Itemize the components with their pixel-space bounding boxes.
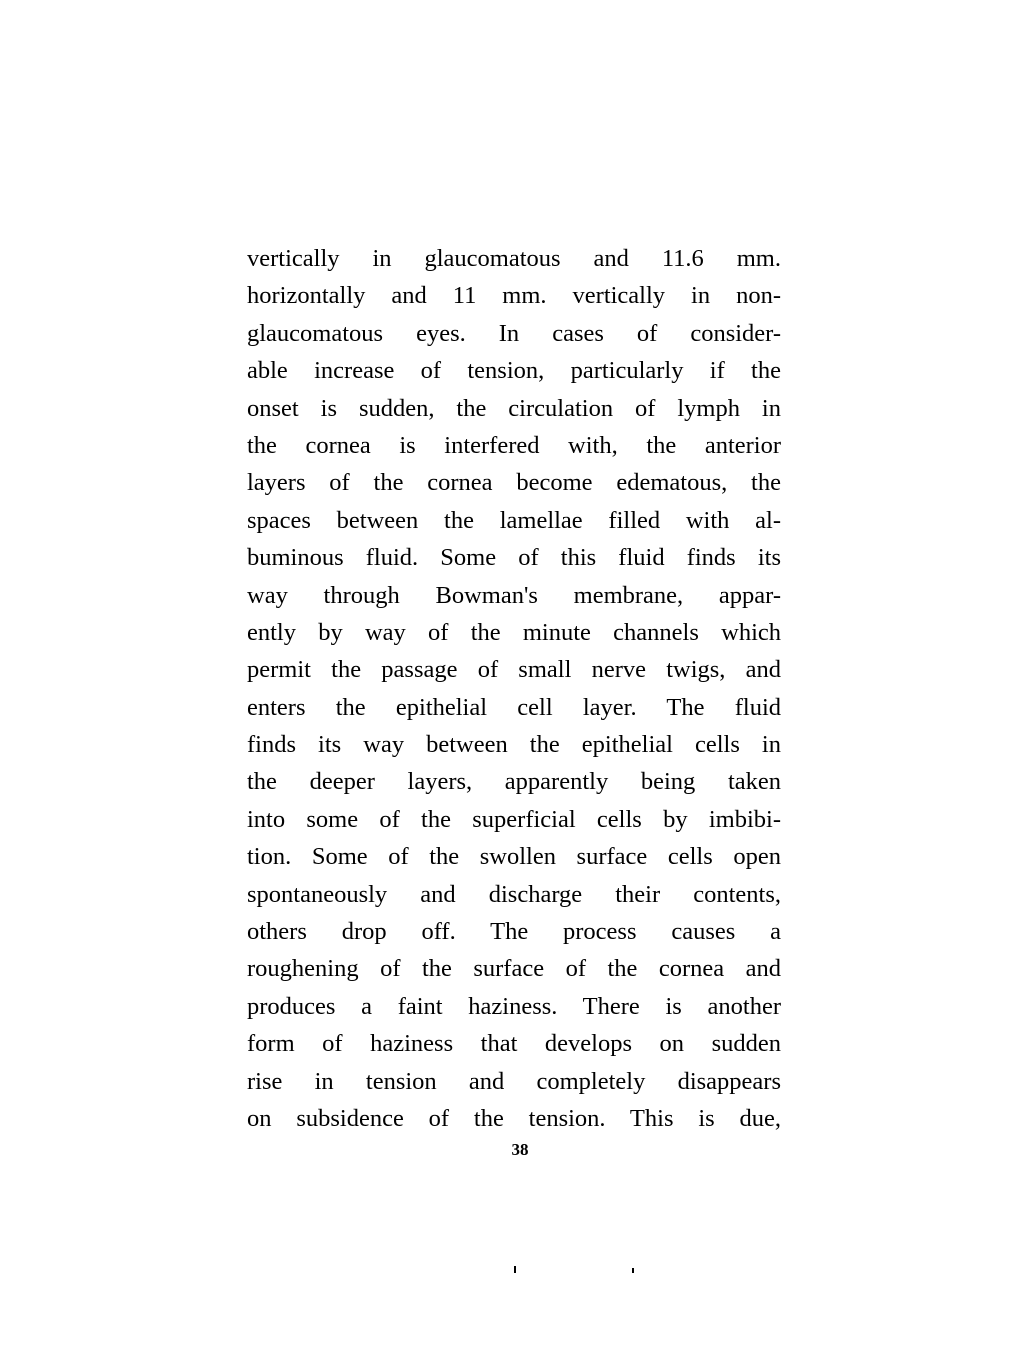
text-line: on subsidence of the tension. This is due, (247, 1104, 781, 1132)
page-number: 38 (511, 1140, 529, 1159)
text-line: layers of the cornea become edematous, the (247, 469, 781, 497)
text-line: tion. Some of the swollen surface cells open (247, 843, 781, 871)
text-line: spaces between the lamellae filled with al- (247, 506, 781, 534)
text-line: enters the epithelial cell layer. The fluid (247, 693, 781, 721)
text-line: into some of the superficial cells by imbibi- (247, 805, 781, 833)
text-line: vertically in glaucomatous and 11.6 mm. (247, 245, 781, 272)
text-line: finds its way between the epithelial cells in (247, 731, 781, 759)
text-line: able increase of tension, particularly if the (247, 357, 781, 385)
text-line: horizontally and 11 mm. vertically in non- (247, 282, 781, 310)
text-line: others drop off. The process causes a (247, 918, 781, 946)
text-line: permit the passage of small nerve twigs, and (247, 656, 781, 684)
scan-speck (514, 1266, 516, 1273)
text-line: ently by way of the minute channels which (247, 618, 781, 646)
text-line: produces a faint haziness. There is another (247, 992, 781, 1020)
text-line: spontaneously and discharge their contents, (247, 880, 781, 908)
text-line: roughening of the surface of the cornea and (247, 955, 781, 983)
text-line: way through Bowman's membrane, appar- (247, 581, 781, 609)
body-text (247, 240, 781, 1137)
text-line: the cornea is interfered with, the anterior (247, 431, 781, 459)
text-line: form of haziness that develops on sudden (247, 1030, 781, 1058)
text-line: the deeper layers, apparently being taken (247, 768, 781, 796)
text-line: rise in tension and completely disappears (247, 1067, 781, 1095)
text-line: onset is sudden, the circulation of lymph in (247, 394, 781, 422)
text-line: glaucomatous eyes. In cases of consider- (247, 319, 781, 347)
text-line: buminous fluid. Some of this fluid finds its (247, 544, 781, 572)
scan-speck (632, 1268, 634, 1273)
